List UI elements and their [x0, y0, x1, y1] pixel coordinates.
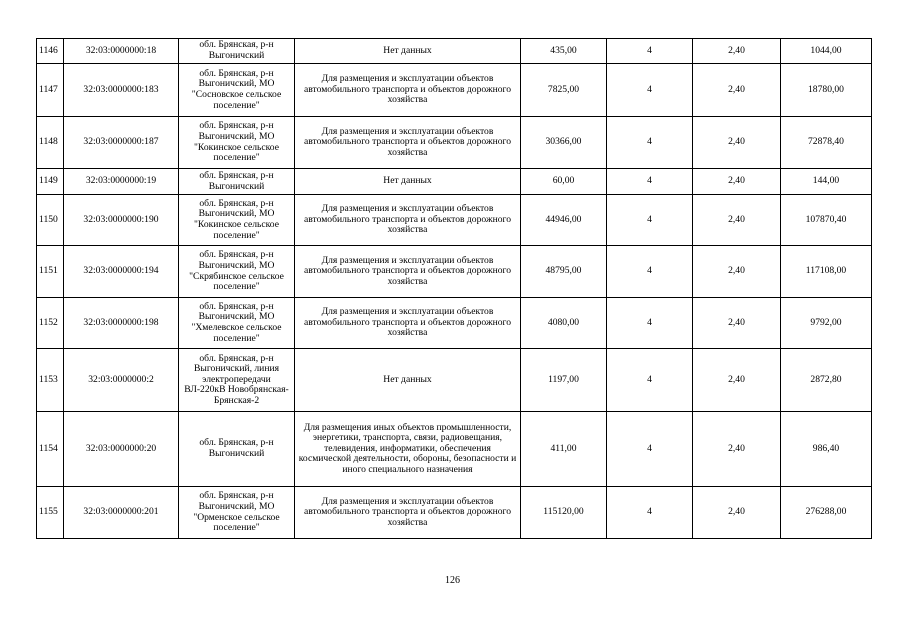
rate-value: 2,40 — [693, 39, 781, 64]
cadastral-number: 32:03:0000000:2 — [64, 349, 179, 412]
category-code: 4 — [607, 117, 693, 169]
cadastral-number: 32:03:0000000:194 — [64, 246, 179, 298]
total-sum: 18780,00 — [781, 64, 872, 117]
cadastral-number: 32:03:0000000:187 — [64, 117, 179, 169]
table-row — [37, 246, 872, 298]
permitted-use: Для размещения и эксплуатации объектов автомобильного транспорта и объектов дорожного хозяйства — [295, 64, 521, 117]
plot-address: обл. Брянская, р-н Выгоничский — [179, 39, 295, 64]
total-sum: 1044,00 — [781, 39, 872, 64]
permitted-use: Нет данных — [295, 349, 521, 412]
cadastral-number: 32:03:0000000:18 — [64, 39, 179, 64]
rate-value: 2,40 — [693, 195, 781, 246]
cadastral-number: 32:03:0000000:198 — [64, 298, 179, 349]
permitted-use: Для размещения и эксплуатации объектов автомобильного транспорта и объектов дорожного хозяйства — [295, 246, 521, 298]
cadastral-number: 32:03:0000000:190 — [64, 195, 179, 246]
rate-value: 2,40 — [693, 64, 781, 117]
cadastral-number: 32:03:0000000:19 — [64, 169, 179, 195]
table-row — [37, 349, 872, 412]
plot-area: 1197,00 — [521, 349, 607, 412]
table-row — [37, 298, 872, 349]
plot-address: обл. Брянская, р-н Выгоничский, МО "Скрябинское сельское поселение" — [179, 246, 295, 298]
category-code: 4 — [607, 195, 693, 246]
row-number: 1154 — [37, 412, 64, 487]
total-sum: 117108,00 — [781, 246, 872, 298]
plot-area: 60,00 — [521, 169, 607, 195]
cadastral-number: 32:03:0000000:20 — [64, 412, 179, 487]
plot-area: 411,00 — [521, 412, 607, 487]
row-number: 1151 — [37, 246, 64, 298]
plot-address: обл. Брянская, р-н Выгоничский — [179, 169, 295, 195]
permitted-use: Для размещения иных объектов промышленности, энергетики, транспорта, связи, радиовещания, телевидения, информатики, обеспечения космической деятельности, обороны, безопасности и иного специального назначения — [295, 412, 521, 487]
row-number: 1150 — [37, 195, 64, 246]
permitted-use: Нет данных — [295, 39, 521, 64]
rate-value: 2,40 — [693, 169, 781, 195]
cadastral-number: 32:03:0000000:201 — [64, 487, 179, 539]
rate-value: 2,40 — [693, 487, 781, 539]
plot-address: обл. Брянская, р-н Выгоничский, МО "Кокинское сельское поселение" — [179, 117, 295, 169]
rate-value: 2,40 — [693, 298, 781, 349]
plot-address: обл. Брянская, р-н Выгоничский — [179, 412, 295, 487]
total-sum: 144,00 — [781, 169, 872, 195]
rate-value: 2,40 — [693, 117, 781, 169]
plot-area: 44946,00 — [521, 195, 607, 246]
total-sum: 276288,00 — [781, 487, 872, 539]
table-row — [37, 169, 872, 195]
page-number: 126 — [445, 575, 460, 586]
row-number: 1147 — [37, 64, 64, 117]
plot-area: 435,00 — [521, 39, 607, 64]
plot-address: обл. Брянская, р-н Выгоничский, МО "Хмелевское сельское поселение" — [179, 298, 295, 349]
plot-address: обл. Брянская, р-н Выгоничский, линия электропередачи ВЛ-220кВ Новобрянская-Брянская-2 — [179, 349, 295, 412]
plot-area: 4080,00 — [521, 298, 607, 349]
table-row — [37, 39, 872, 64]
row-number: 1149 — [37, 169, 64, 195]
row-number: 1146 — [37, 39, 64, 64]
total-sum: 72878,40 — [781, 117, 872, 169]
rate-value: 2,40 — [693, 412, 781, 487]
permitted-use: Для размещения и эксплуатации объектов автомобильного транспорта и объектов дорожного хозяйства — [295, 195, 521, 246]
plot-address: обл. Брянская, р-н Выгоничский, МО "Орменское сельское поселение" — [179, 487, 295, 539]
table-row — [37, 412, 872, 487]
total-sum: 2872,80 — [781, 349, 872, 412]
table-row — [37, 195, 872, 246]
category-code: 4 — [607, 64, 693, 117]
total-sum: 9792,00 — [781, 298, 872, 349]
row-number: 1148 — [37, 117, 64, 169]
category-code: 4 — [607, 169, 693, 195]
plot-area: 115120,00 — [521, 487, 607, 539]
plot-address: обл. Брянская, р-н Выгоничский, МО "Сосновское сельское поселение" — [179, 64, 295, 117]
table-row — [37, 117, 872, 169]
category-code: 4 — [607, 412, 693, 487]
category-code: 4 — [607, 349, 693, 412]
rate-value: 2,40 — [693, 349, 781, 412]
total-sum: 986,40 — [781, 412, 872, 487]
plot-address: обл. Брянская, р-н Выгоничский, МО "Кокинское сельское поселение" — [179, 195, 295, 246]
category-code: 4 — [607, 39, 693, 64]
plot-area: 48795,00 — [521, 246, 607, 298]
category-code: 4 — [607, 298, 693, 349]
cadastral-number: 32:03:0000000:183 — [64, 64, 179, 117]
permitted-use: Для размещения и эксплуатации объектов автомобильного транспорта и объектов дорожного хозяйства — [295, 117, 521, 169]
permitted-use: Для размещения и эксплуатации объектов автомобильного транспорта и объектов дорожного хозяйства — [295, 298, 521, 349]
row-number: 1152 — [37, 298, 64, 349]
row-number: 1153 — [37, 349, 64, 412]
land-plots-table — [36, 38, 872, 539]
plot-area: 30366,00 — [521, 117, 607, 169]
permitted-use: Нет данных — [295, 169, 521, 195]
rate-value: 2,40 — [693, 246, 781, 298]
row-number: 1155 — [37, 487, 64, 539]
category-code: 4 — [607, 487, 693, 539]
category-code: 4 — [607, 246, 693, 298]
table-row — [37, 64, 872, 117]
permitted-use: Для размещения и эксплуатации объектов автомобильного транспорта и объектов дорожного хозяйства — [295, 487, 521, 539]
total-sum: 107870,40 — [781, 195, 872, 246]
table-row — [37, 487, 872, 539]
plot-area: 7825,00 — [521, 64, 607, 117]
